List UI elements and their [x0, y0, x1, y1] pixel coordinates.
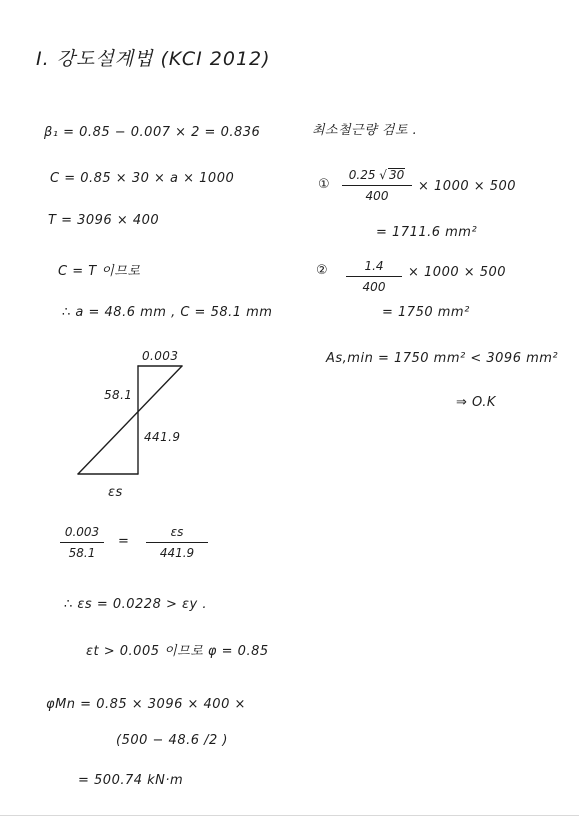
diagram-remaining-depth-label: 441.9 — [144, 430, 181, 444]
check-1-multiplier: × 1000 × 500 — [418, 179, 517, 194]
equilibrium-statement: C = T 이므로 — [58, 264, 141, 279]
fraction-bar — [146, 542, 208, 543]
square-root-icon: √ — [379, 168, 387, 182]
fraction-bar — [346, 276, 402, 277]
tension-force-equation: T = 3096 × 400 — [48, 213, 160, 228]
diagram-steel-strain-label: εs — [108, 485, 123, 500]
compression-force-equation: C = 0.85 × 30 × a × 1000 — [50, 171, 235, 186]
design-moment-line-1: φMn = 0.85 × 3096 × 400 × — [46, 697, 246, 712]
check-1-numerator — [342, 168, 412, 181]
check-2-denominator: 400 — [362, 280, 386, 294]
design-moment-result: = 500.74 kN·m — [78, 773, 184, 788]
fraction-bar — [60, 542, 104, 543]
page-title: I. 강도설계법 (KCI 2012) — [36, 48, 271, 70]
check-1-root-value: 30 — [388, 168, 405, 182]
minimum-steel-comparison: As,min = 1750 mm² < 3096 mm² — [326, 351, 559, 366]
ratio-right-fraction — [146, 526, 208, 559]
check-2-marker: ② — [316, 263, 329, 278]
check-2-result: = 1750 mm² — [382, 305, 470, 320]
design-moment-line-2: (500 − 48.6 /2 ) — [116, 733, 228, 748]
check-ok-result: ⇒ O.K — [456, 395, 496, 410]
beta1-equation: β₁ = 0.85 − 0.007 × 2 = 0.836 — [44, 125, 261, 140]
ratio-left-fraction — [60, 526, 104, 559]
steel-strain-result: ∴ εs = 0.0228 > εy . — [64, 597, 207, 612]
diagram-neutral-axis-depth-label: 58.1 — [104, 388, 133, 402]
ratio-right-numerator: εs — [170, 525, 184, 539]
diagram-strain-line — [78, 366, 182, 474]
check-1-denominator: 400 — [365, 189, 389, 203]
ratio-left-denominator: 58.1 — [68, 546, 96, 560]
check-1-fraction — [342, 168, 412, 202]
ratio-equals-sign: = — [118, 534, 130, 549]
check-2-multiplier: × 1000 × 500 — [408, 265, 507, 280]
check-2-fraction — [346, 260, 402, 293]
page-bottom-edge — [0, 815, 579, 816]
check-1-marker: ① — [318, 177, 331, 192]
check-2-numerator: 1.4 — [364, 259, 384, 273]
ratio-left-numerator: 0.003 — [64, 525, 100, 539]
fraction-bar — [342, 185, 412, 186]
strength-reduction-factor-line: εt > 0.005 이므로 φ = 0.85 — [86, 644, 269, 659]
check-1-result: = 1711.6 mm² — [376, 225, 478, 240]
depth-result: ∴ a = 48.6 mm , C = 58.1 mm — [62, 305, 273, 320]
minimum-reinforcement-heading: 최소철근량 검토 . — [312, 123, 418, 138]
diagram-top-strain-label: 0.003 — [142, 349, 179, 363]
check-1-coefficient: 0.25 — [348, 168, 376, 182]
ratio-right-denominator: 441.9 — [159, 546, 195, 560]
